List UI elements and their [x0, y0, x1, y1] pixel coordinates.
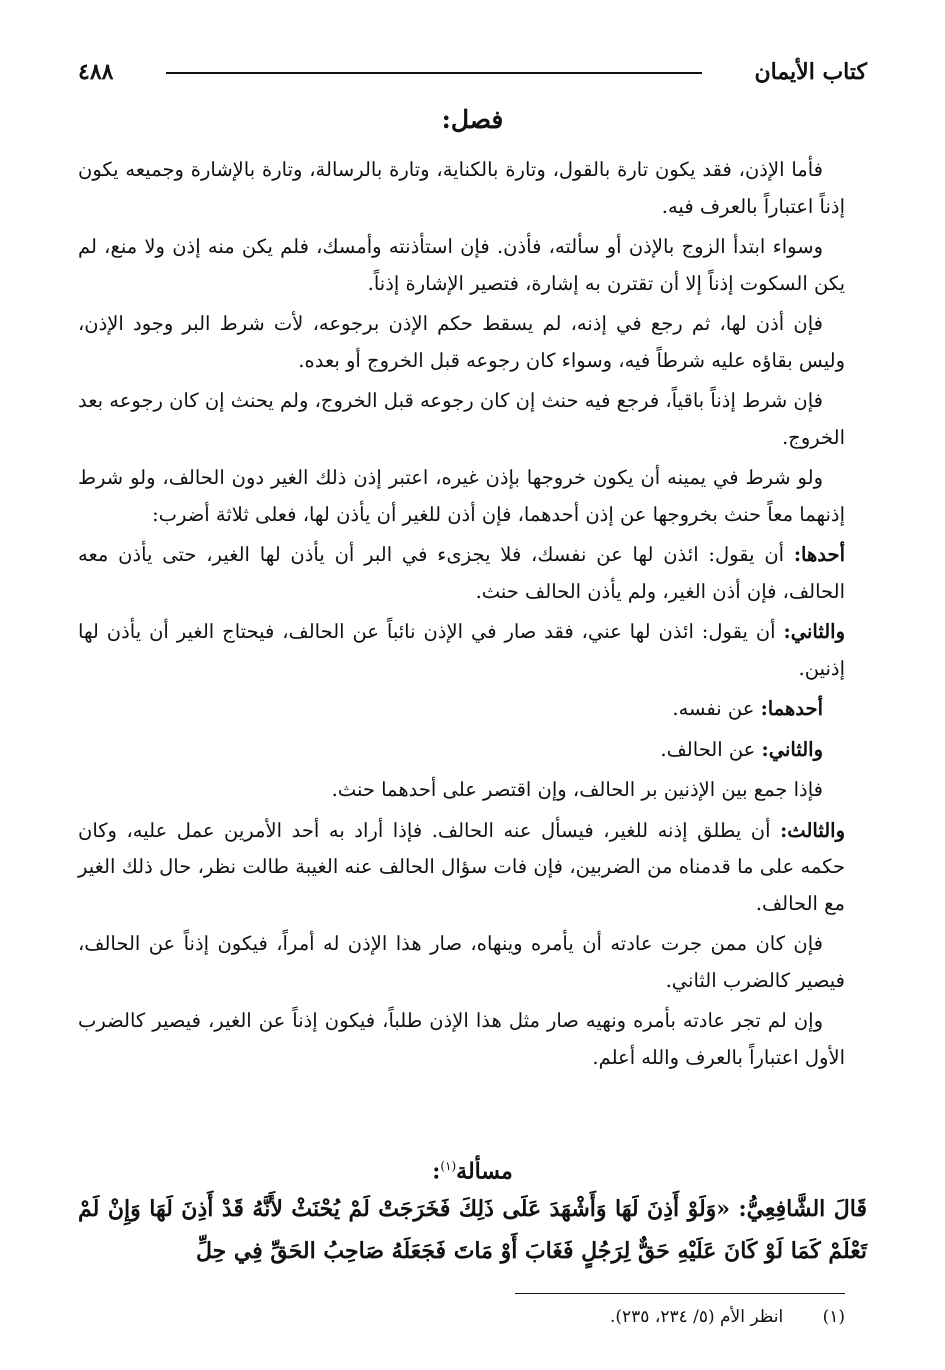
paragraph: فإن أذن لها، ثم رجع في إذنه، لم يسقط حكم الإذن برجوعه، لأت شرط البر وجود الإذن، وليس بقاؤه عليه شرطاً فيه، وسواء كان رجوعه قبل الخروج أو بعده.: [78, 312, 845, 372]
paragraph: فأما الإذن، فقد يكون تارة بالقول، وتارة بالكناية، وتارة بالرسالة، وتارة بالإشارة وجميعه يكون إذناً اعتباراً بالعرف فيه.: [78, 158, 845, 218]
masala-heading: مسألة$^{(١)}$:: [432, 1158, 513, 1185]
paragraph: والثالث: أن يطلق إذنه للغير، فيسأل عنه الحالف. فإذا أراد به أحد الأمرين عمل عليه، وكان حكمه على ما قدمناه من الضربين، فإن فات سؤال الحالف عنه الغيبة طالت نظر، حال ذلك الغير مع الحالف.: [78, 818, 845, 915]
footnote-number: (١): [822, 1307, 845, 1327]
section-heading: فصل:: [441, 105, 504, 134]
case-label: أحدها:: [793, 543, 845, 566]
case-label: والثالث:: [780, 818, 845, 842]
paragraph: فإن شرط إذناً باقياً، فرجع فيه حنث إن كان رجوعه قبل الخروج، ولم يحنث إن كان رجوعه بعد الخروج.: [78, 389, 845, 449]
header-rule: [166, 72, 702, 74]
paragraph: فإذا جمع بين الإذنين بر الحالف، وإن اقتصر على أحدهما حنث.: [331, 778, 823, 801]
paragraph: والثاني: عن الحالف.: [660, 737, 823, 761]
page-number: ٤٨٨: [78, 59, 114, 85]
case-label: والثاني:: [783, 620, 845, 643]
paragraph: ولو شرط في يمينه أن يكون خروجها بإذن غيره، اعتبر إذن ذلك الغير دون الحالف، ولو شرط إذنهما معاً حنث بخروجها عن إذن أحدهما، فإن أذن للغير أن يأذن لها، فعلى ثلاثة أضرب:: [78, 466, 845, 526]
paragraph: والثاني: أن يقول: ائذن لها عني، فقد صار في الإذن نائباً عن الحالف، فيحتاج الغير أن يأذن لها إذنين.: [78, 620, 845, 680]
case-label: والثاني:: [761, 737, 823, 761]
book-title: كتاب الأيمان: [754, 59, 867, 85]
shafii-quote: قَالَ الشَّافِعِيُّ: «وَلَوْ أَذِنَ لَهَا وَأَشْهَدَ عَلَى ذَلِكَ فَخَرَجَتْ لَمْ يُحْنَثْ لأَنَّهُ قَدْ أَذِنَ لَهَا وَإِنْ لَمْ تَعْلَمْ كَمَا لَوْ كَانَ عَلَيْهِ حَقٌّ لِرَجُلٍ فَغَابَ أَوْ مَاتَ فَجَعَلَهُ صَاحِبُ الحَقِّ فِي حِلِّ: [78, 1196, 867, 1264]
footnote-text: انظر الأم (٥/ ٢٣٤، ٢٣٥).: [609, 1307, 784, 1327]
body-text: [78, 152, 845, 1080]
case-label: أحدهما:: [760, 697, 823, 720]
paragraph: وسواء ابتدأ الزوج بالإذن أو سألته، فأذن. فإن استأذنته وأمسك، فلم يكن منه إذن ولا منع، لم يكن السكوت إذناً إلا أن تقترن به إشارة، فتصير الإشارة إذناً.: [78, 235, 845, 295]
footnote-rule: [515, 1293, 845, 1294]
paragraph: أحدهما: عن نفسه.: [672, 697, 823, 720]
footnote: [300, 1302, 845, 1332]
paragraph: فإن كان ممن جرت عادته أن يأمره وينهاه، صار هذا الإذن له أمراً، فيكون إذناً عن الحالف، فيصير كالضرب الثاني.: [78, 932, 845, 992]
footnote-reference[interactable]: (١): [440, 1159, 457, 1173]
paragraph: أحدها: أن يقول: ائذن لها عن نفسك، فلا يجزىء في البر أن يأذن لها الغير، حتى يأذن معه الحالف، فإن أذن الغير، ولم يأذن الحالف حنث.: [78, 543, 845, 603]
running-header: [78, 52, 867, 92]
paragraph: وإن لم تجر عادته بأمره ونهيه صار مثل هذا الإذن طلباً، فيكون إذناً عن الغير، فيصير كالضرب الأول اعتباراً بالعرف والله أعلم.: [78, 1009, 845, 1069]
